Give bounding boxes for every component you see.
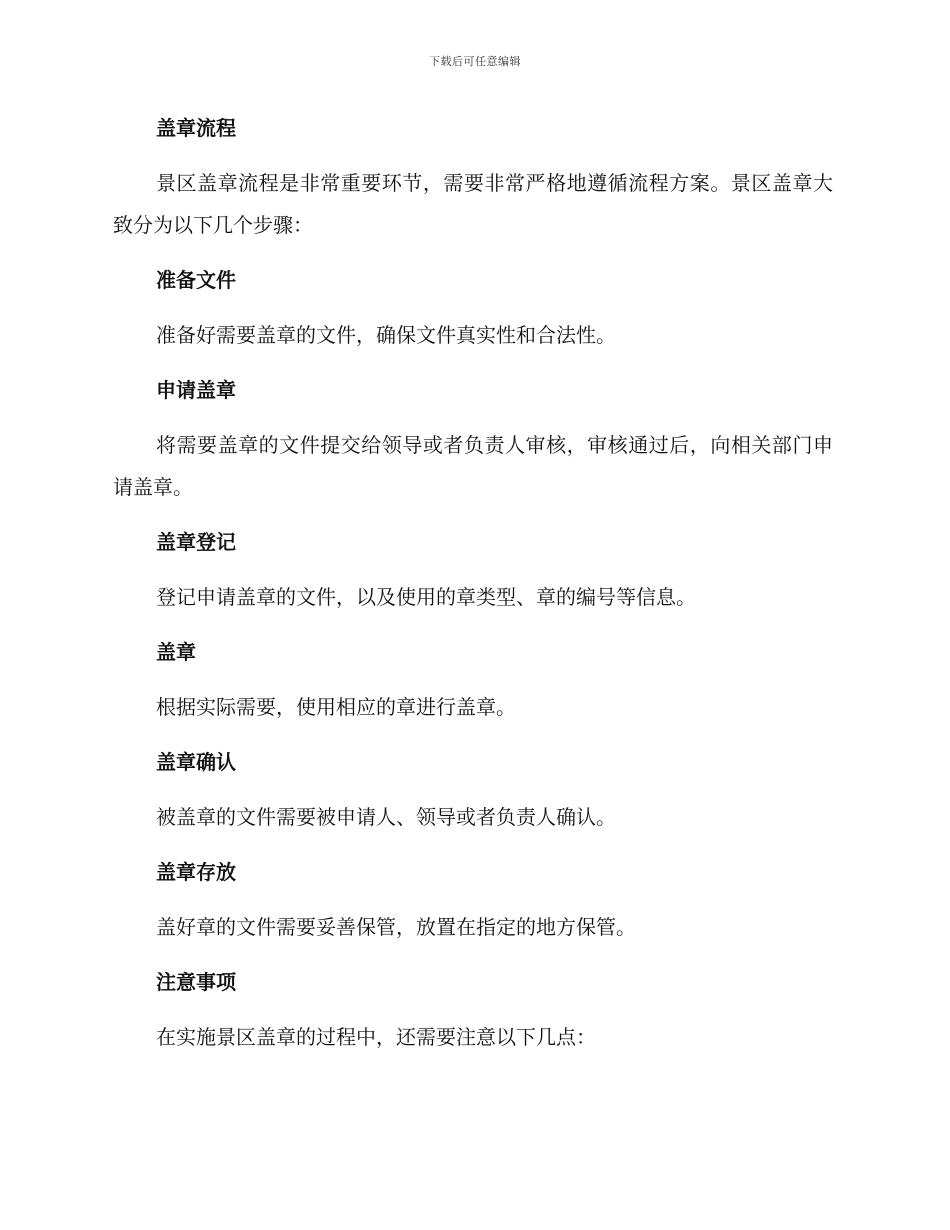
- paragraph: 登记申请盖章的文件，以及使用的章类型、章的编号等信息。: [156, 585, 696, 609]
- paragraph: 根据实际需要，使用相应的章进行盖章。: [156, 695, 516, 719]
- section-heading: 盖章存放: [156, 860, 236, 884]
- section-heading: 注意事项: [156, 970, 236, 994]
- paragraph: 在实施景区盖章的过程中，还需要注意以下几点：: [156, 1025, 596, 1049]
- document-body: [113, 108, 833, 1072]
- section-heading: 准备文件: [156, 268, 236, 292]
- paragraph: 准备好需要盖章的文件，确保文件真实性和合法性。: [156, 323, 616, 347]
- paragraph: 景区盖章流程是非常重要环节，需要非常严格地遵循流程方案。景区盖章大致分为以下几个步骤：: [113, 171, 833, 237]
- section-heading: 盖章流程: [156, 116, 236, 140]
- section-heading: 盖章确认: [156, 750, 236, 774]
- paragraph: 将需要盖章的文件提交给领导或者负责人审核，审核通过后，向相关部门申请盖章。: [113, 433, 833, 499]
- paragraph: 盖好章的文件需要妥善保管，放置在指定的地方保管。: [156, 915, 636, 939]
- paragraph: 被盖章的文件需要被申请人、领导或者负责人确认。: [156, 805, 616, 829]
- section-heading: 盖章: [156, 640, 196, 664]
- page-header: 下载后可任意编辑: [429, 55, 521, 68]
- section-heading: 申请盖章: [156, 378, 236, 402]
- section-heading: 盖章登记: [156, 530, 236, 554]
